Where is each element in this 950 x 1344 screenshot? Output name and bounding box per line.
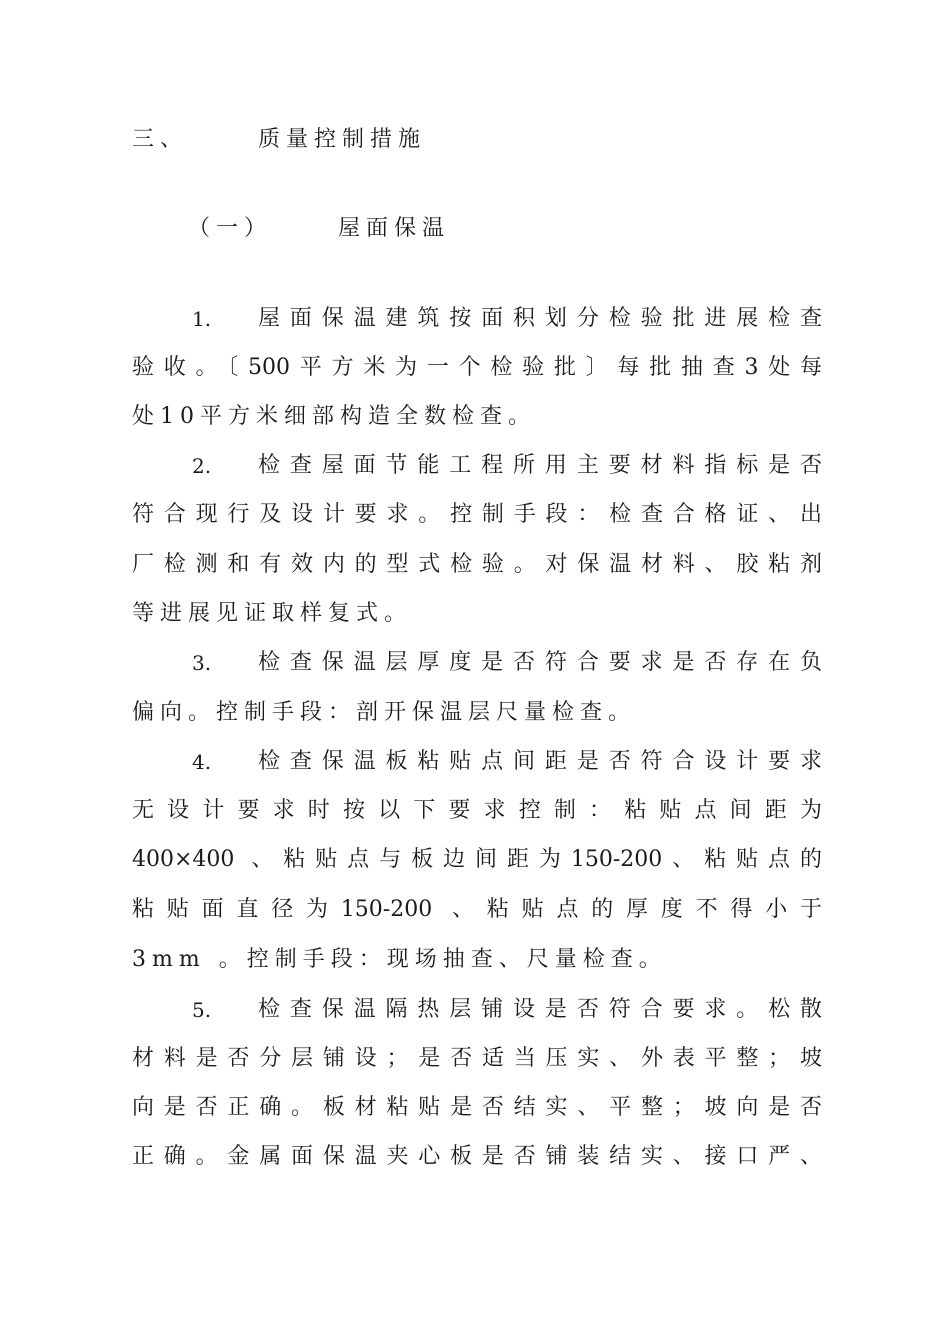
item-5-line-1: 检查保温隔热层铺设是否符合要求。松散 [258, 997, 822, 1022]
item-2-line-1: 检查屋面节能工程所用主要材料指标是否 [258, 453, 822, 478]
subsection-title: 屋面保温 [338, 216, 451, 241]
item-4-line-4: 粘贴面直径为150-200 、粘贴点的厚度不得小于 [132, 897, 822, 922]
item-4-line-1: 检查保温板粘贴点间距是否符合设计要求 [258, 749, 822, 774]
item-4-line-2: 无设计要求时按以下要求控制：粘贴点间距为 [132, 798, 822, 823]
item-4-number: 4. [192, 750, 212, 774]
item-2-number: 2. [192, 454, 212, 478]
item-5-line-3: 向是否正确。板材粘贴是否结实、平整；坡向是否 [132, 1095, 822, 1120]
item-3-line-1: 检查保温层厚度是否符合要求是否存在负 [258, 650, 822, 675]
item-5-number: 5. [192, 998, 212, 1022]
item-3-number: 3. [192, 651, 212, 675]
item-2-line-2: 符合现行及设计要求。控制手段：检查合格证、出 [132, 502, 822, 527]
item-1-line-2: 验收。〔500平方米为一个检验批〕每批抽查3处每 [132, 355, 822, 380]
item-1-line-1: 屋面保温建筑按面积划分检验批进展检查 [258, 306, 822, 331]
item-2-line-3: 厂检测和有效内的型式检验。对保温材料、胶粘剂 [132, 552, 822, 577]
item-1-number: 1. [192, 307, 212, 331]
item-5-line-4: 正确。金属面保温夹心板是否铺装结实、接口严、 [132, 1144, 822, 1169]
item-4-line-5: 3mm 。控制手段：现场抽查、尺量检查。 [132, 947, 667, 972]
item-2-line-4: 等进展见证取样复式。 [132, 601, 413, 626]
item-5-line-2: 材料是否分层铺设；是否适当压实、外表平整；坡 [132, 1046, 822, 1071]
subsection-number: （一） [188, 216, 273, 241]
item-4-line-3: 400×400 、粘贴点与板边间距为150-200、粘贴点的 [132, 847, 822, 872]
section-number: 三、 [132, 127, 189, 152]
item-1-line-3: 处10平方米细部构造全数检查。 [132, 404, 536, 429]
section-title: 质量控制措施 [258, 127, 427, 152]
item-3-line-2: 偏向。控制手段：剖开保温层尺量检查。 [132, 700, 637, 725]
